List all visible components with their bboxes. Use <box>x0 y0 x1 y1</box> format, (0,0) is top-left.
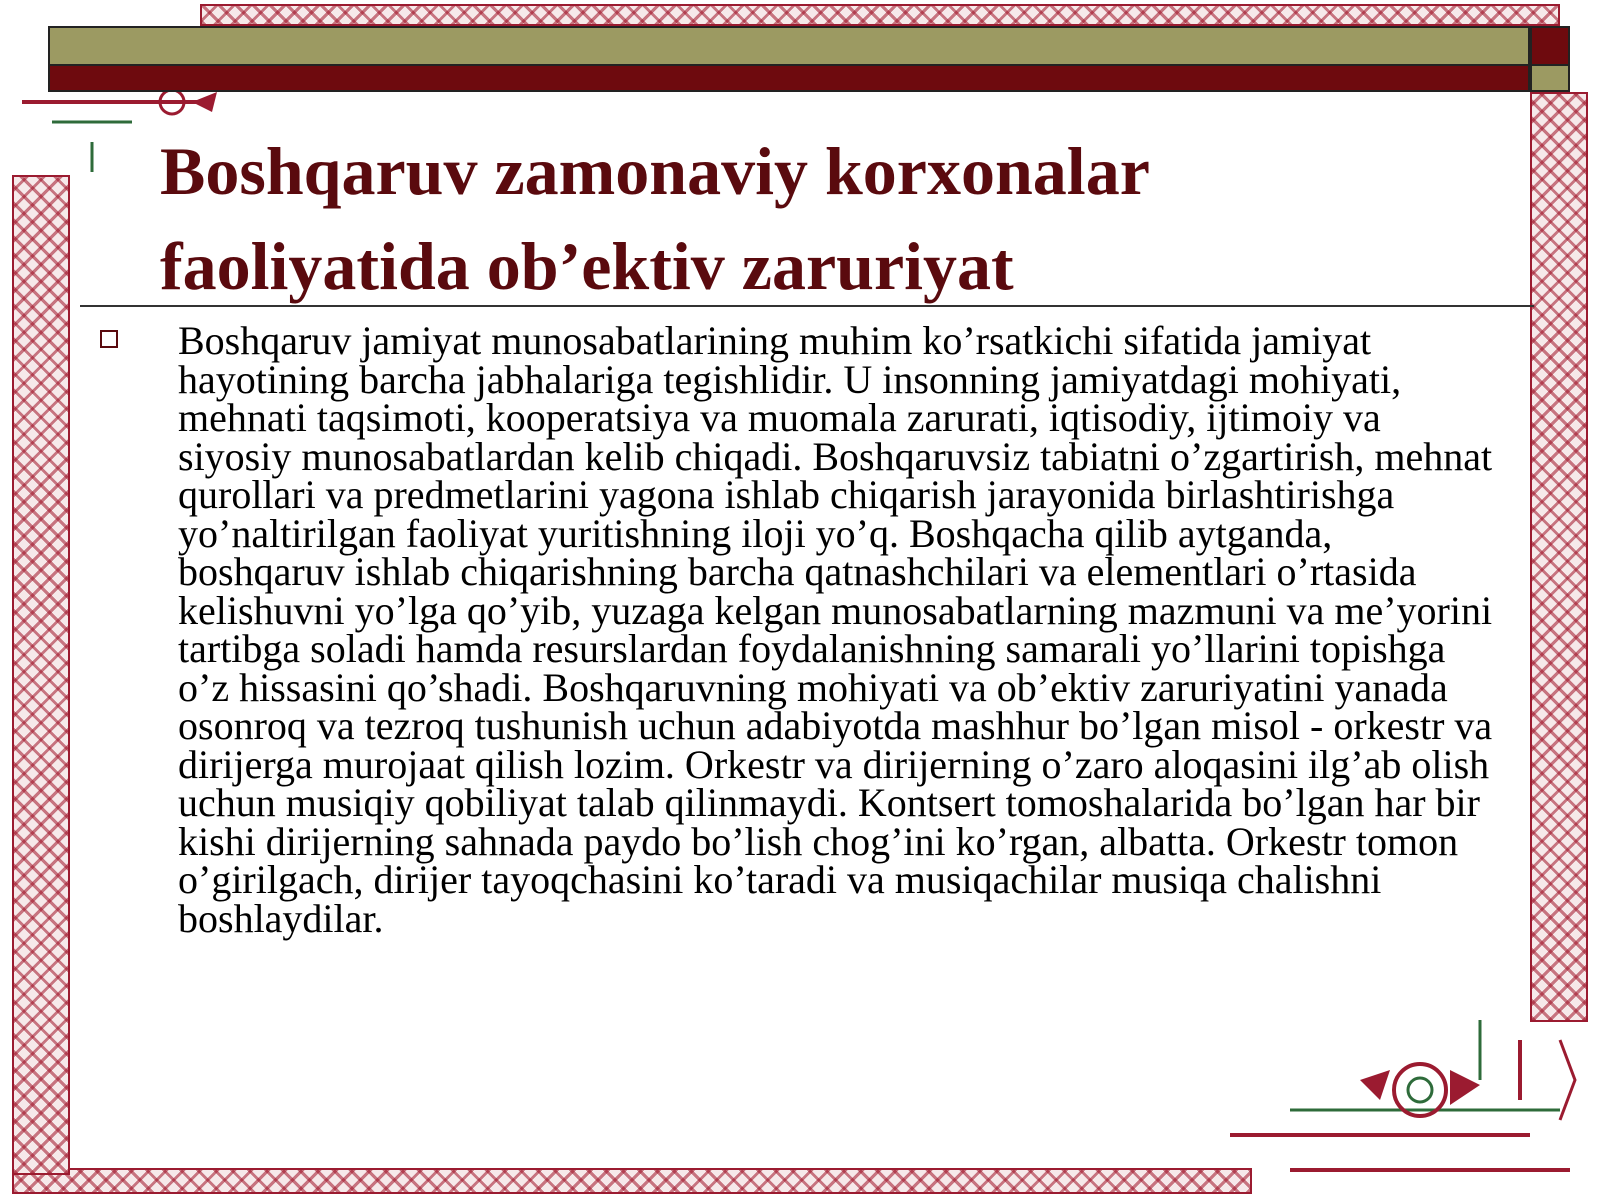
header-accent-square-maroon <box>1530 26 1570 66</box>
ornamental-border-right <box>1530 92 1588 1022</box>
ornamental-border-top <box>200 4 1560 26</box>
ornamental-border-left <box>12 175 70 1175</box>
ornamental-border-bottom <box>12 1168 1252 1194</box>
header-accent-square-olive <box>1530 66 1570 92</box>
slide-title-line-2: faoliyatida ob’ektiv zaruriyat <box>160 228 1014 304</box>
slide-title <box>160 124 1480 314</box>
hollow-square-bullet-icon <box>100 330 118 348</box>
header-bar-maroon <box>48 66 1530 92</box>
title-divider <box>80 305 1534 307</box>
slide-title-line-1: Boshqaruv zamonaviy korxonalar <box>160 133 1150 209</box>
corner-ornament-bottom-right-icon <box>1230 1020 1590 1200</box>
header-bar-olive <box>48 26 1530 66</box>
slide-body-text: Boshqaruv jamiyat munosabatlarining muhim ko’rsatkichi sifatida jamiyat hayotining barcha jabhalariga tegishlidir. U insonning jamiyatdagi mohiyati, mehnati taqsimoti, kooperatsiya va muomala zarurati, iqtisodiy, ijtimoiy va siyosiy munosabatlardan kelib chiqadi. Boshqaruvsiz tabiatni o’zgartirish, mehnat qurollari va predmetlarini yagona ishlab chiqarish jarayonida birlashtirishga yo’naltirilgan faoliyat yuritishning iloji yo’q. Boshqacha qilib aytganda, boshqaruv ishlab chiqarishning barcha qatnashchilari va elementlari o’rtasida kelishuvni yo’lga qo’yib, yuzaga kelgan munosabatlarning mazmuni va me’yorini tartibga soladi hamda resurslardan foydalanishning samarali yo’llarini topishga o’z hissasini qo’shadi. Boshqaruvning mohiyati va ob’ektiv zaruriyatini yanada osonroq va tezroq tushunish uchun adabiyotda mashhur bo’lgan misol - orkestr va dirijerga murojaat qilish lozim. Orkestr va dirijerning o’zaro aloqasini ilg’ab olish uchun musiqiy qobiliyat talab qilinmaydi. Kontsert tomoshalarida bo’lgan har bir kishi dirijerning sahnada paydo bo’lish chog’ini ko’rgan, albatta. Orkestr tomon o’girilgach, dirijer tayoqchasini ko’taradi va musiqachilar musiqa chalishni boshlaydilar. <box>178 318 1493 941</box>
